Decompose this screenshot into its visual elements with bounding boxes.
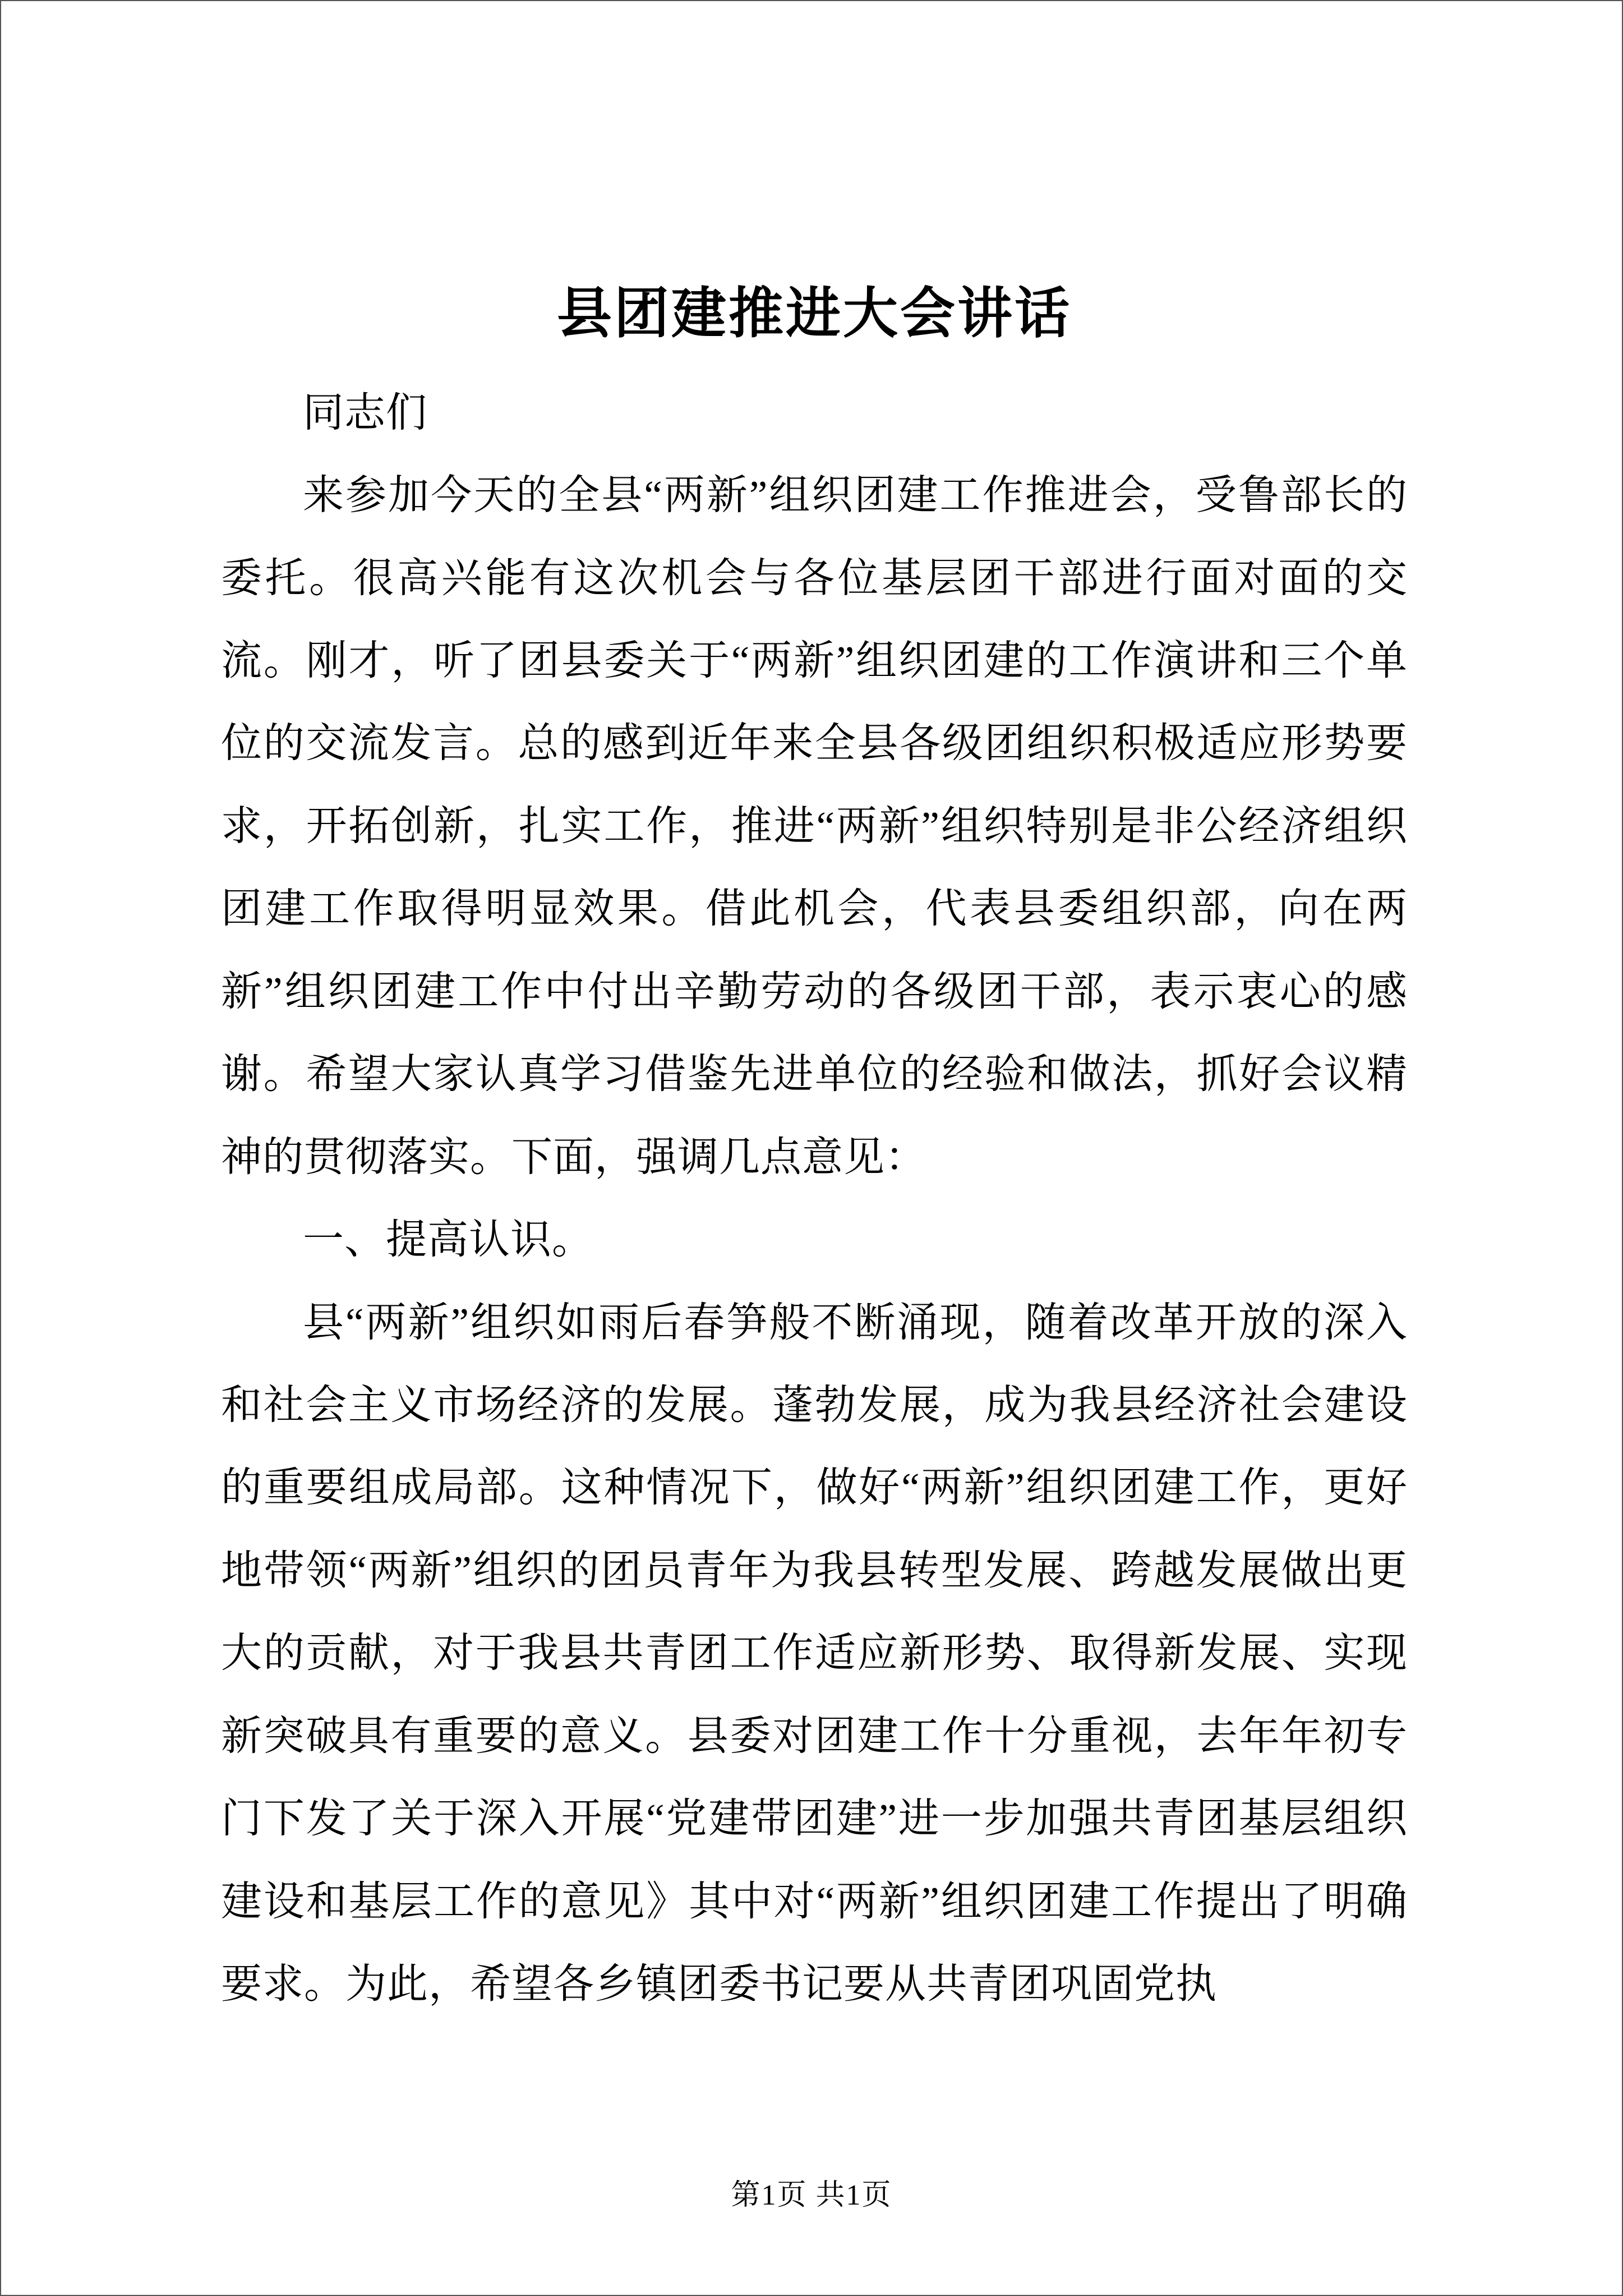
page-number: 第1页 共1页: [731, 2179, 892, 2211]
document-body: [221, 371, 1408, 2026]
paragraph-section-body: 县“两新”组织如雨后春笋般不断涌现，随着改革开放的深入和社会主义市场经济的发展。蓬勃发展，成为我县经济社会建设的重要组成局部。这种情况下，做好“两新”组织团建工作，更好地带领“两新”组织的团员青年为我县转型发展、跨越发展做出更大的贡献，对于我县共青团工作适应新形势、取得新发展、实现新突破具有重要的意义。县委对团建工作十分重视，去年年初专门下发了关于深入开展“党建带团建”进一步加强共青团基层组织建设和基层工作的意见》其中对“两新”组织团建工作提出了明确要求。为此，希望各乡镇团委书记要从共青团巩固党执: [221, 1299, 1408, 2007]
paragraph-intro: 来参加今天的全县“两新”组织团建工作推进会，受鲁部长的委托。很高兴能有这次机会与各位基层团干部进行面对面的交流。刚才，听了团县委关于“两新”组织团建的工作演讲和三个单位的交流发言。总的感到近年来全县各级团组织积极适应形势要求，开拓创新，扎实工作，推进“两新”组织特别是非公经济组织团建工作取得明显效果。借此机会，代表县委组织部，向在两新”组织团建工作中付出辛勤劳动的各级团干部，表示衷心的感谢。希望大家认真学习借鉴先进单位的经验和做法，抓好会议精神的贯彻落实。下面，强调几点意见：: [221, 472, 1408, 1180]
paragraph-salutation: 同志们: [303, 389, 427, 435]
document-title: 县团建推进大会讲话: [556, 284, 1072, 344]
paragraph-section-heading: 一、提高认识。: [303, 1217, 593, 1263]
